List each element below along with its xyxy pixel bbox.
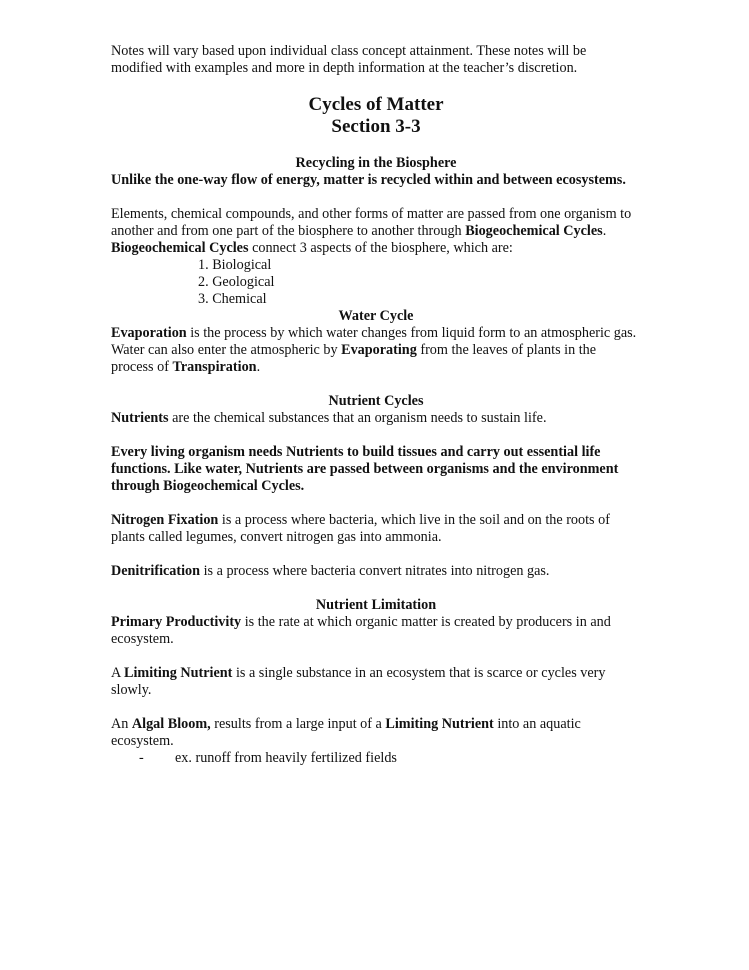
term-biogeochemical-cycles: Biogeochemical Cycles <box>111 240 249 256</box>
term-limiting-nutrient: Limiting Nutrient <box>385 716 494 732</box>
spacer <box>111 376 641 393</box>
section-number: Section 3-3 <box>331 116 421 137</box>
paragraph-text: . <box>602 223 607 239</box>
paragraph-text: from the leaves of plants in the process of <box>111 342 597 375</box>
paragraph-text: results from a large input of a <box>210 716 386 732</box>
spacer <box>111 546 641 563</box>
spacer <box>111 189 641 206</box>
paragraph-text: Water can also enter the atmospheric by <box>111 342 342 358</box>
heading-water-cycle: Water Cycle <box>338 308 414 324</box>
algal-bloom-paragraph <box>111 716 641 750</box>
term-transpiration: Transpiration <box>172 359 257 375</box>
bullet-dash: - <box>139 750 144 766</box>
term-biogeochemical-cycles: Biogeochemical Cycles <box>465 223 603 239</box>
evaporation-paragraph <box>111 325 641 342</box>
nutrients-paragraph <box>111 410 641 427</box>
example-item <box>111 750 641 767</box>
paragraph-text: connect 3 aspects of the biosphere, which are: <box>248 240 513 256</box>
spacer <box>111 427 641 444</box>
nutrients-statement: Every living organism needs Nutrients to build tissues and carry out essential life functions. Like water, Nutrients are passed between organisms and the environment through Biogeochemical Cycles. <box>111 444 619 494</box>
paragraph-text: is a single substance in an ecosystem that is scarce or cycles very slowly. <box>111 665 606 698</box>
example-text: ex. runoff from heavily fertilized fields <box>175 750 397 766</box>
term-evaporation: Evaporation <box>111 325 187 341</box>
aspects-list <box>111 257 641 308</box>
list-item: 2. Geological <box>198 274 275 290</box>
limiting-nutrient-paragraph <box>111 665 641 699</box>
list-item: 1. Biological <box>198 257 272 273</box>
page-title: Cycles of Matter <box>308 94 444 115</box>
paragraph-text: Elements, chemical compounds, and other forms of matter are passed from one organism to another and from one part of the biosphere to another through <box>111 206 632 239</box>
nitrogen-fixation-paragraph <box>111 512 641 546</box>
denitrification-paragraph <box>111 563 641 580</box>
intro-note: Notes will vary based upon individual class concept attainment. These notes will be modified with examples and more in depth information at the teacher’s discretion. <box>111 43 587 76</box>
heading-nutrient-limitation: Nutrient Limitation <box>315 597 437 613</box>
term-nutrients: Nutrients <box>111 410 169 426</box>
paragraph-text: is a process where bacteria, which live in the soil and on the roots of plants called legumes, convert nitrogen gas into ammonia. <box>111 512 610 545</box>
transpiration-paragraph <box>111 342 641 376</box>
paragraph-text: . <box>256 359 261 375</box>
paragraph-text: An <box>111 716 132 732</box>
aspects-intro <box>111 240 641 257</box>
paragraph-text: is a process where bacteria convert nitrates into nitrogen gas. <box>200 563 550 579</box>
paragraph-text: A <box>111 665 125 681</box>
primary-productivity-paragraph <box>111 614 641 648</box>
paragraph-text: into an aquatic ecosystem. <box>111 716 581 749</box>
term-nitrogen-fixation: Nitrogen Fixation <box>111 512 219 528</box>
paragraph-text: are the chemical substances that an organism needs to sustain life. <box>168 410 547 426</box>
term-evaporating: Evaporating <box>341 342 417 358</box>
term-primary-productivity: Primary Productivity <box>111 614 242 630</box>
spacer <box>111 648 641 665</box>
term-denitrification: Denitrification <box>111 563 201 579</box>
recycling-statement: Unlike the one-way flow of energy, matter is recycled within and between ecosystems. <box>111 172 626 188</box>
spacer <box>111 580 641 597</box>
paragraph-text: is the rate at which organic matter is created by producers in and ecosystem. <box>111 614 611 647</box>
biogeochemical-paragraph <box>111 206 641 240</box>
list-item: 3. Chemical <box>198 291 267 307</box>
spacer <box>111 495 641 512</box>
term-algal-bloom: Algal Bloom, <box>131 716 211 732</box>
term-limiting-nutrient: Limiting Nutrient <box>124 665 233 681</box>
spacer <box>111 699 641 716</box>
spacer <box>111 77 641 94</box>
heading-nutrient-cycles: Nutrient Cycles <box>328 393 424 409</box>
document-body <box>111 43 641 767</box>
heading-recycling: Recycling in the Biosphere <box>295 155 457 171</box>
spacer <box>111 138 641 155</box>
paragraph-text: is the process by which water changes from liquid form to an atmospheric gas. <box>186 325 637 341</box>
